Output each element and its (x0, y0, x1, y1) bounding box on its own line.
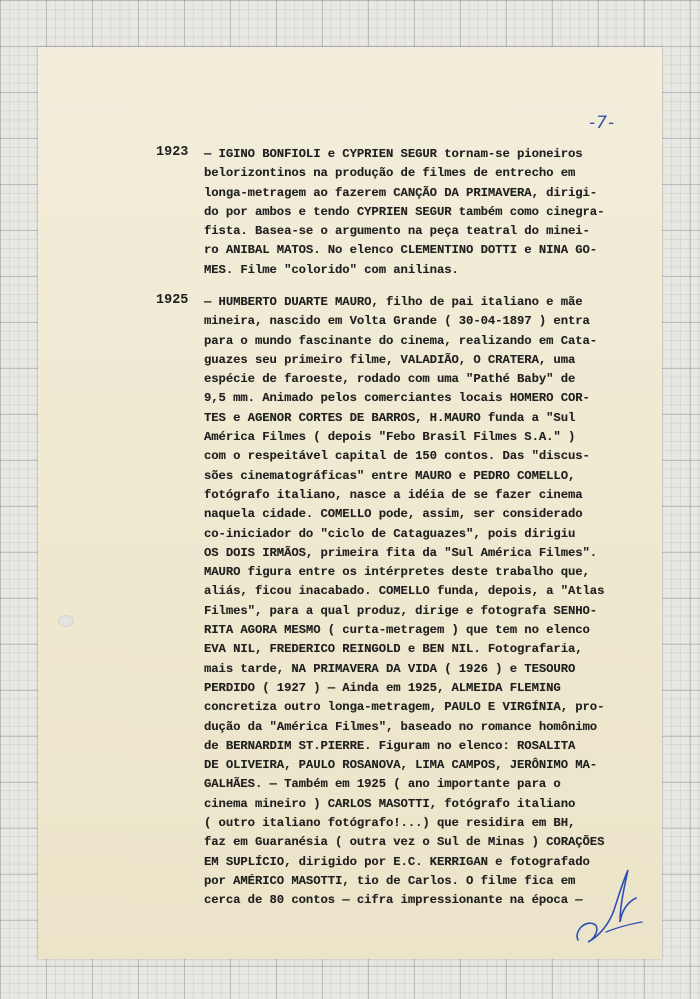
text-line: — HUMBERTO DUARTE MAURO, filho de pai italiano e mãe (204, 295, 583, 309)
text-line: TES e AGENOR CORTES DE BARROS, H.MAURO funda a "Sul (204, 410, 576, 425)
text-line: de BERNARDIM ST.PIERRE. Figuram no elenco: ROSALITA (204, 738, 576, 753)
text-line: com o respeitável capital de 150 contos. Das "discus- (204, 449, 590, 464)
text-line: do por ambos e tendo CYPRIEN SEGUR também como cinegra- (204, 204, 605, 219)
handwritten-signature (570, 862, 650, 952)
text-line: aliás, ficou inacabado. COMELLO funda, depois, a "Atlas (204, 584, 605, 599)
text-line: faz em Guaranésia ( outra vez o Sul de Minas ) CORAÇÕES (204, 835, 605, 850)
text-line: MES. Filme "colorido" com anilinas. (204, 262, 459, 277)
text-line: ro ANIBAL MATOS. No elenco CLEMENTINO DOTTI e NINA GO- (204, 243, 598, 258)
text-line: — IGINO BONFIOLI e CYPRIEN SEGUR tornam-se pioneiros (204, 147, 583, 161)
text-line: OS DOIS IRMÃOS, primeira fita da "Sul América Filmes". (204, 545, 598, 560)
text-line: 9,5 mm. Animado pelos comerciantes locais HOMERO COR- (204, 391, 590, 406)
text-line: naquela cidade. COMELLO pode, assim, ser considerado (204, 507, 583, 522)
text-line: concretiza outro longa-metragem, PAULO E VIRGÍNIA, pro- (204, 700, 605, 715)
punch-hole (58, 615, 74, 627)
text-line: fotógrafo italiano, nasce a idéia de se fazer cinema (204, 487, 583, 502)
text-line: MAURO figura entre os intérpretes deste trabalho que, (204, 565, 590, 580)
text-line: cerca de 80 contos — cifra impressionante na época — (204, 893, 583, 908)
text-line: sões cinematográficas" entre MAURO e PEDRO COMELLO, (204, 468, 576, 483)
text-line: mais tarde, NA PRIMAVERA DA VIDA ( 1926 ) e TESOURO (204, 661, 576, 676)
text-line: espécie de faroeste, rodado com uma "Pathé Baby" de (204, 372, 576, 387)
text-line: GALHÃES. — Também em 1925 ( ano importante para o (204, 777, 561, 792)
text-line: RITA AGORA MESMO ( curta-metragem ) que tem no elenco (204, 623, 590, 638)
text-line: América Filmes ( depois "Febo Brasil Filmes S.A." ) (204, 430, 576, 445)
text-line: DE OLIVEIRA, PAULO ROSANOVA, LIMA CAMPOS, JERÔNIMO MA- (204, 758, 598, 773)
text-line: mineira, nascido em Volta Grande ( 30-04-1897 ) entra (204, 314, 590, 329)
entry-year: 1923 (156, 145, 189, 160)
text-line: longa-metragem ao fazerem CANÇÃO DA PRIMAVERA, dirigi- (204, 185, 598, 200)
text-line: dução da "América Filmes", baseado no romance homônimo (204, 719, 598, 734)
text-line: guazes seu primeiro filme, VALADIÃO, O CRATERA, uma (204, 352, 576, 367)
text-line: EM SUPLÍCIO, dirigido por E.C. KERRIGAN e fotografado (204, 854, 590, 869)
entry-year: 1925 (156, 293, 189, 308)
text-line: PERDIDO ( 1927 ) — Ainda em 1925, ALMEIDA FLEMING (204, 680, 561, 695)
text-line: EVA NIL, FREDERICO REINGOLD e BEN NIL. Fotografaria, (204, 642, 583, 657)
text-line: co-iniciador do "ciclo de Cataguazes", pois dirigiu (204, 526, 576, 541)
entry-text (204, 293, 684, 911)
text-line: fista. Basea-se o argumento na peça teatral do minei- (204, 224, 590, 239)
text-line: Filmes", para a qual produz, dirige e fotografa SENHO- (204, 603, 598, 618)
page-number: -7- (589, 113, 616, 133)
text-line: para o mundo fascinante do cinema, realizando em Cata- (204, 333, 598, 348)
text-line: ( outro italiano fotógrafo!...) que residira em BH, (204, 816, 576, 831)
text-line: cinema mineiro ) CARLOS MASOTTI, fotógrafo italiano (204, 796, 576, 811)
text-line: belorizontinos na produção de filmes de entrecho em (204, 166, 576, 181)
text-line: por AMÉRICO MASOTTI, tio de Carlos. O filme fica em (204, 873, 576, 888)
entry-text (204, 145, 684, 280)
